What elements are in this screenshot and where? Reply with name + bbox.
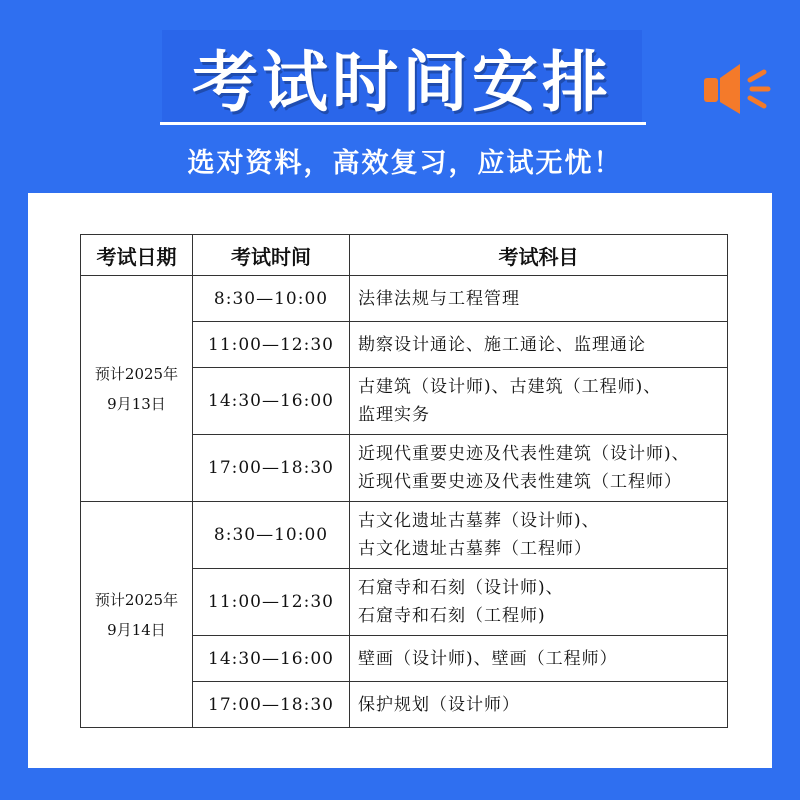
exam-schedule-table [80, 234, 728, 728]
page-subtitle: 选对资料，高效复习，应试无忧！ [187, 147, 623, 179]
date-line: 预计2025年 [94, 590, 179, 609]
exam-subject [350, 569, 728, 636]
title-underline [160, 122, 646, 125]
subject-line: 石窟寺和石刻（设计师)、 [358, 578, 564, 598]
header-time: 考试时间 [193, 235, 350, 276]
date-line: 9月14日 [107, 620, 166, 639]
table-row [81, 502, 728, 569]
subject-line: 古建筑（设计师)、古建筑（工程师)、 [358, 377, 662, 397]
subject-line: 古文化遗址古墓葬（设计师)、 [358, 511, 600, 531]
exam-time: 17:00—18:30 [193, 435, 350, 502]
subject-line: 勘察设计通论、施工通论、监理通论 [358, 334, 646, 355]
subject-line: 近现代重要史迹及代表性建筑（设计师)、 [358, 444, 690, 464]
exam-time: 8:30—10:00 [193, 276, 350, 322]
subject-line: 近现代重要史迹及代表性建筑（工程师） [358, 472, 682, 492]
exam-time: 8:30—10:00 [193, 502, 350, 569]
exam-time: 11:00—12:30 [193, 322, 350, 368]
exam-subject [350, 322, 728, 368]
header-date: 考试日期 [81, 235, 193, 276]
subject-line: 壁画（设计师)、壁画（工程师） [358, 648, 618, 669]
subject-line: 石窟寺和石刻（工程师) [358, 606, 546, 626]
exam-time: 14:30—16:00 [193, 636, 350, 682]
date-line: 9月13日 [107, 394, 166, 413]
exam-date-day1 [81, 276, 193, 502]
table-header-row [81, 235, 728, 276]
subject-line: 法律法规与工程管理 [358, 288, 520, 309]
header-subject: 考试科目 [350, 235, 728, 276]
speaker-icon [700, 58, 772, 120]
exam-time: 17:00—18:30 [193, 682, 350, 728]
exam-subject [350, 682, 728, 728]
exam-time: 11:00—12:30 [193, 569, 350, 636]
exam-date-day2 [81, 502, 193, 728]
exam-subject [350, 368, 728, 435]
exam-subject [350, 435, 728, 502]
exam-subject [350, 502, 728, 569]
subject-line: 保护规划（设计师） [358, 694, 520, 715]
exam-subject [350, 636, 728, 682]
subject-line: 监理实务 [358, 405, 430, 425]
page-title: 考试时间安排 [192, 43, 612, 121]
exam-subject [350, 276, 728, 322]
subject-line: 古文化遗址古墓葬（工程师） [358, 539, 592, 559]
exam-time: 14:30—16:00 [193, 368, 350, 435]
date-line: 预计2025年 [94, 364, 179, 383]
table-row [81, 276, 728, 322]
